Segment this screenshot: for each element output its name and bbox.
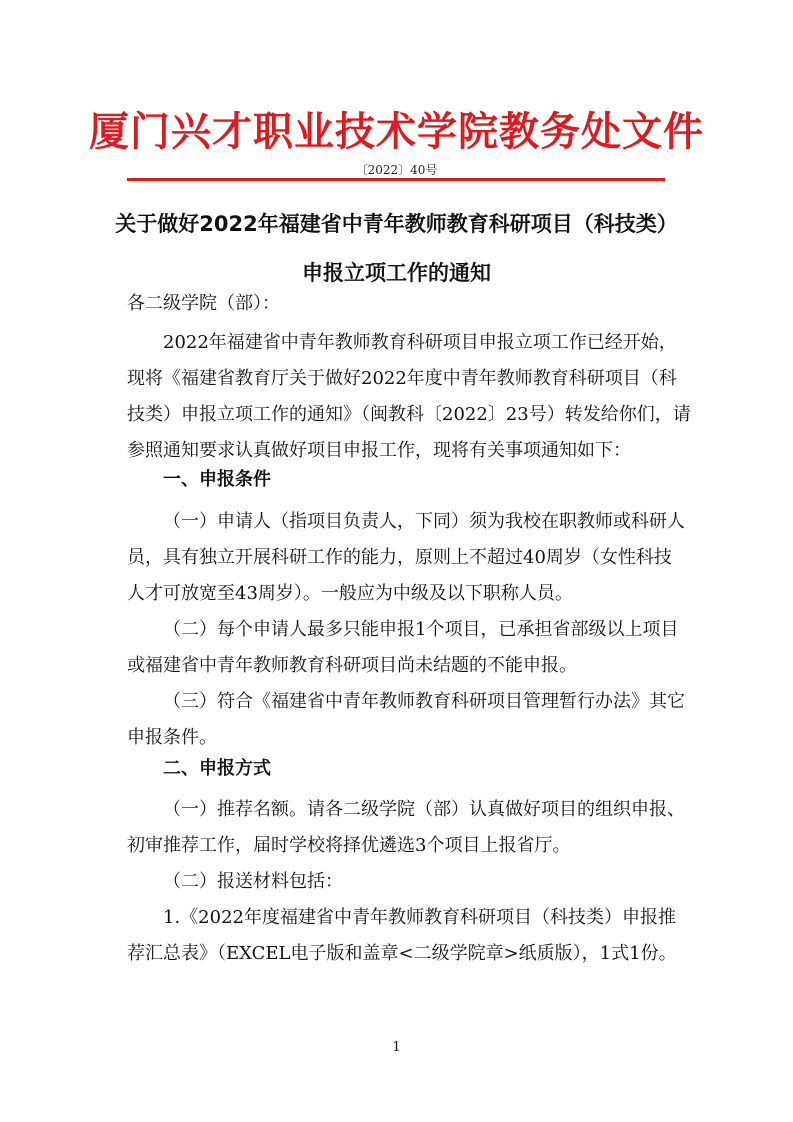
paragraph-line: 人才可放宽至43周岁）。一般应为中级及以下职称人员。 [127,583,573,604]
notice-title-line-1: 关于做好2022年福建省中青年教师教育科研项目（科技类） [115,212,678,236]
paragraph-line: （三）符合《福建省中青年教师教育科研项目管理暂行办法》其它 [163,691,685,712]
paragraph-line: 参照通知要求认真做好项目申报工作，现将有关事项通知如下： [127,440,631,461]
section-heading-1: 一、申报条件 [163,469,271,490]
paragraph-line: 现将《福建省教育厅关于做好2022年度中青年教师教育科研项目（科 [127,368,677,389]
document-number: 〔2022〕40号 [355,163,438,177]
paragraph-line: 2022年福建省中青年教师教育科研项目申报立项工作已经开始， [163,332,677,353]
paragraph-line: 技类）申报立项工作的通知》（闽教科〔2022〕23号）转发给你们，请 [127,404,691,425]
paragraph-line: 初审推荐工作，届时学校将择优遴选3个项目上报省厅。 [127,835,571,856]
red-divider-rule [127,178,665,181]
page-number: 1 [392,1040,401,1055]
paragraph-line: （一）推荐名额。请各二级学院（部）认真做好项目的组织申报、 [163,799,685,820]
paragraph-line: （一）申请人（指项目负责人，下同）须为我校在职教师或科研人 [163,511,685,532]
document-header-title: 厦门兴才职业技术学院教务处文件 [89,108,704,155]
paragraph-line: （二）每个申请人最多只能申报1个项目，已承担省部级以上项目 [163,619,679,640]
salutation: 各二级学院（部）： [127,293,280,314]
paragraph-line: （二）报送材料包括： [163,871,343,892]
paragraph-line: 或福建省中青年教师教育科研项目尚未结题的不能申报。 [127,655,577,676]
section-heading-2: 二、申报方式 [163,758,271,779]
paragraph-line: 员，具有独立开展科研工作的能力，原则上不超过40周岁（女性科技 [127,547,672,568]
notice-title-line-2: 申报立项工作的通知 [302,261,491,285]
paragraph-line: 荐汇总表》（EXCEL电子版和盖章<二级学院章>纸质版），1式1份。 [127,943,677,964]
paragraph-line: 申报条件。 [127,727,217,748]
paragraph-line: 1.《2022年度福建省中青年教师教育科研项目（科技类）申报推 [163,907,676,928]
